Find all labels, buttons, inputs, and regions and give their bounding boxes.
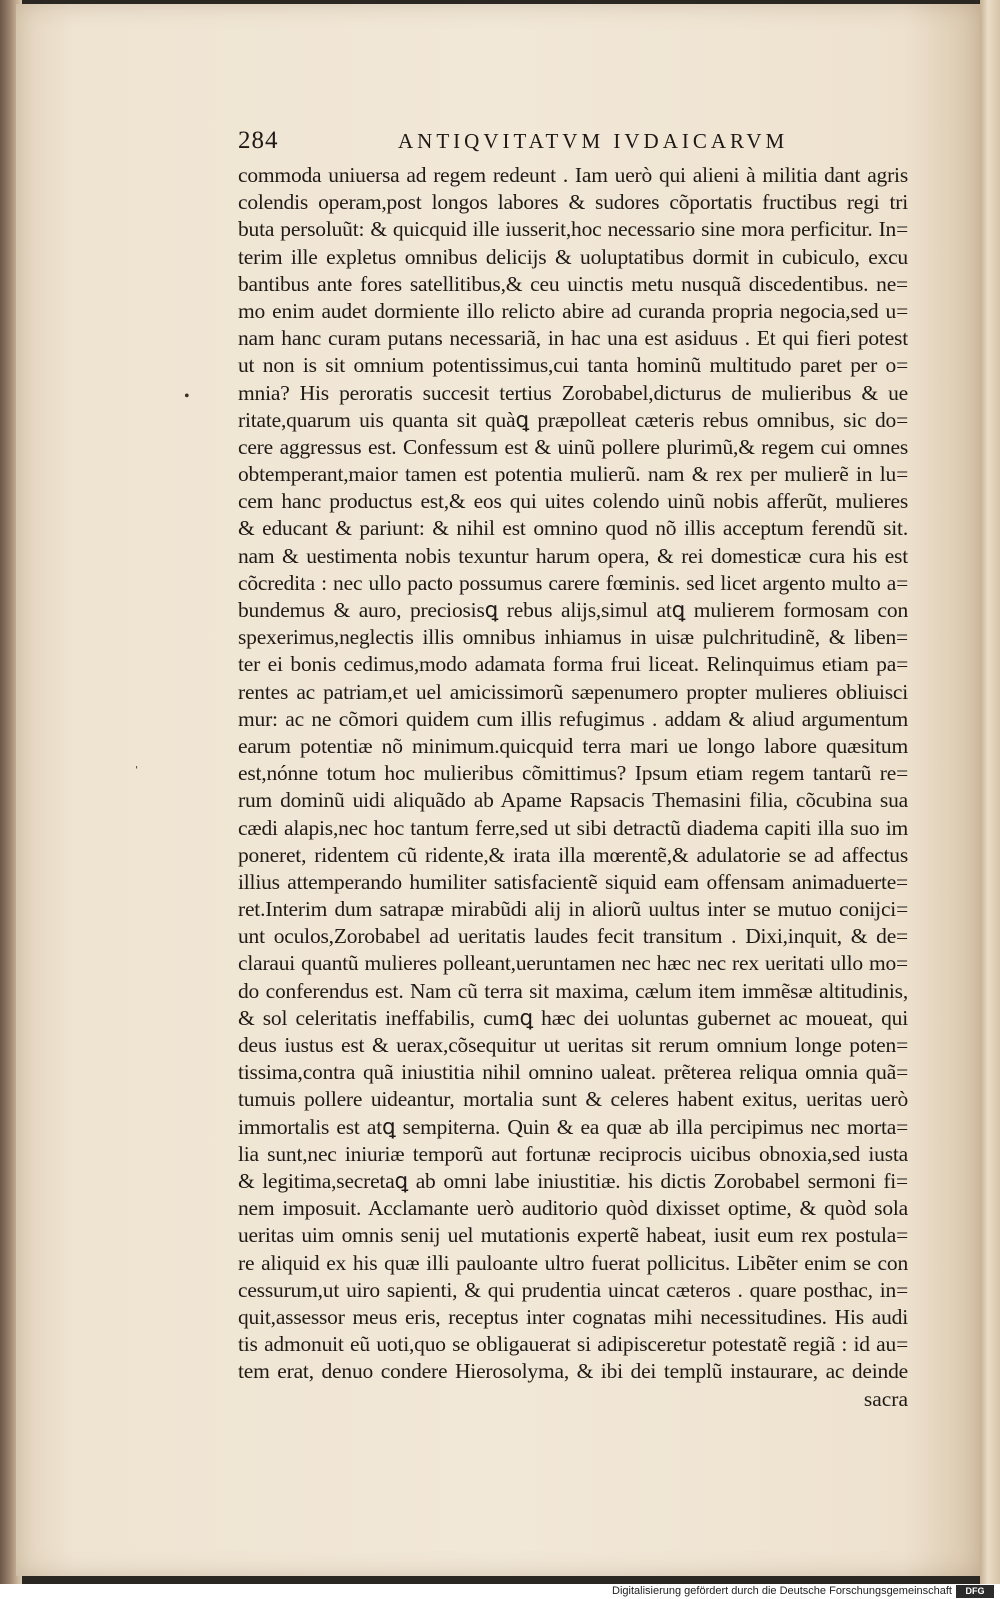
text-line: re aliquid ex his quæ illi pauloante ultro fuerat pollicitus. Libẽter enim se con (238, 1250, 908, 1275)
text-line: & educant & pariunt: & nihil est omnino quod nõ illis acceptum ferendũ sit. (238, 516, 908, 541)
text-line: cõcredita : nec ullo pacto possumus carere fœminis. sed licet argento multo a= (238, 570, 908, 595)
text-line: colendis operam,post longos labores & sudores cõportatis fructibus regi tri (238, 190, 908, 215)
text-line: nem imposuit. Acclamante uerò auditorio quòd dixisset optime, & quòd sola (238, 1196, 908, 1221)
text-line: mo enim audet dormiente illo relicto abire ad curanda propria negocia,sed u= (238, 298, 908, 323)
text-line: ritate,quarum uis quanta sit quàꝗ præpolleat cæteris rebus omnibus, sic do= (238, 407, 908, 432)
margin-dot: • (184, 388, 190, 405)
text-line: ter ei bonis cedimus,modo adamata forma frui liceat. Relinquimus etiam pa= (238, 652, 908, 677)
text-line: cem hanc productus est,& eos qui uites colendo uinũ nobis afferũt, mulieres (238, 489, 908, 514)
text-line: cædi alapis,nec hoc tantum ferre,sed ut sibi detractũ diadema capiti illa suo im (238, 815, 908, 840)
text-line: rentes ac patriam,et uel amicissimorũ sæpenumero propter mulieres obliuisci (238, 679, 908, 704)
text-line: spexerimus,neglectis illis omnibus inhiamus in uisæ pulchritudinẽ, & liben= (238, 625, 908, 650)
dfg-logo: DFG (956, 1585, 994, 1598)
text-line: tissima,contra quã iniustitia nihil omnino ualeat. prẽterea reliqua omnia quã= (238, 1060, 908, 1085)
text-line: est,nónne totum hoc mulieribus cõmittimus? Ipsum etiam regem tantarũ re= (238, 761, 908, 786)
text-line: rum dominũ uidi aliquãdo ab Apame Rapsacis Themasini filia, cõcubina sua (238, 788, 908, 813)
text-line: obtemperant,maior tamen est potentia mulierũ. nam & rex per mulierẽ in lu= (238, 462, 908, 487)
text-line: claraui quantũ mulieres polleant,ueruntamen nec hæc nec rex ueritati ullo mo= (238, 951, 908, 976)
text-line: bantibus ante fores satellitibus,& ceu uinctis metu nusquã discedentibus. ne= (238, 271, 908, 296)
text-line: mnia? His peroratis succesit tertius Zorobabel,dicturus de mulieribus & ue (238, 380, 908, 405)
text-line: nam & uestimenta nobis texuntur harum opera, & rei domesticæ cura his est (238, 543, 908, 568)
text-line: tis admonuit eũ uoti,quo se obligauerat si adipisceretur potestatẽ regiã : id au= (238, 1332, 908, 1357)
footer-credit: Digitalisierung gefördert durch die Deutsche Forschungsgemeinschaft (612, 1585, 952, 1597)
text-line: poneret, ridentem cũ ridente,& irata illa mœrentẽ,& adulatorie se ad affectus (238, 842, 908, 867)
page-header (238, 127, 908, 161)
text-line: bundemus & auro, preciosisꝗ rebus alijs,simul atꝗ mulierem formosam con (238, 598, 908, 622)
text-line: do conferendus est. Nam cũ terra sit maxima, cælum item immẽsæ altitudinis, (238, 978, 908, 1003)
text-line: cessurum,ut uiro sapienti, & qui prudentia uincat cæteros . quare posthac, in= (238, 1277, 908, 1302)
body-text (238, 162, 908, 1413)
catchword: sacra (863, 1387, 908, 1412)
text-line: tumuis pollere uideantur, mortalia sunt & celeres habent exitus, ueritas uerò (238, 1087, 908, 1112)
footer-bar (0, 1584, 1000, 1599)
text-line: mur: ac ne cõmori quidem cum illis refugimus . addam & aliud argumentum (238, 706, 908, 731)
text-line: deus iustus est & uerax,cõsequitur ut ueritas sit rerum omnium longe poten= (238, 1033, 908, 1057)
text-line: ret.Interim dum satrapæ mirabũdi alij in aliorũ uultus inter se mutuo conijci= (238, 897, 908, 922)
text-line: illius attemperando humiliter satisfacientẽ siquid eam offensam animaduerte= (238, 869, 908, 894)
text-line: nam hanc curam putans necessariã, in hac una est asiduus . Et qui fieri potest (238, 326, 908, 351)
text-line: buta persoluũt: & quicquid ille iusserit,hoc necessario sine mora perficitur. In= (238, 217, 908, 242)
margin-tick: ˈ (134, 764, 140, 781)
text-line: commoda uniuersa ad regem redeunt . Iam uerò qui alieni à militia dant agris (238, 163, 908, 187)
text-line: & sol celeritatis ineffabilis, cumꝗ hæc dei uoluntas gubernet ac moueat, qui (238, 1005, 908, 1030)
text-line: & legitima,secretaꝗ ab omni labe iniustitiæ. his dictis Zorobabel sermoni fi= (238, 1168, 908, 1193)
text-line: ueritas uim omnis senij uel mutationis expertẽ habeat, iusit eum rex postula= (238, 1223, 908, 1248)
text-line: terim ille expletus omnibus delicijs & uoluptatibus dormit in cubiculo, excu (238, 244, 908, 269)
running-title: ANTIQVITATVM IVDAICARVM (398, 129, 789, 153)
text-line: ut non is sit omnium potentissimus,cui tanta hominũ multitudo paret per o= (238, 353, 908, 378)
text-line: lia sunt,nec iniuriæ temporũ aut fortunæ reciprocis uicibus obnoxia,sed iusta (238, 1141, 908, 1166)
text-line: quit,assessor meus eris, receptus inter cognatas mihi necessitudines. His audi (238, 1304, 908, 1329)
text-line: immortalis est atꝗ sempiterna. Quin & ea quæ ab illa percipimus nec morta= (238, 1114, 908, 1139)
text-line: cere aggressus est. Confessum est & uinũ pollere plurimũ,& regem cui omnes (238, 434, 908, 459)
page-number: 284 (238, 127, 279, 154)
text-line: earum potentiæ nõ minimum.quicquid terra mari ue longo labore quæsitum (238, 733, 908, 758)
text-line: unt oculos,Zorobabel ad ueritatis laudes fecit transitum . Dixi,inquit, & de= (238, 924, 908, 949)
text-line: tem erat, denuo condere Hierosolyma, & ibi dei templũ instaurare, ac deinde (238, 1359, 908, 1384)
facing-page-edge (980, 0, 1000, 1584)
